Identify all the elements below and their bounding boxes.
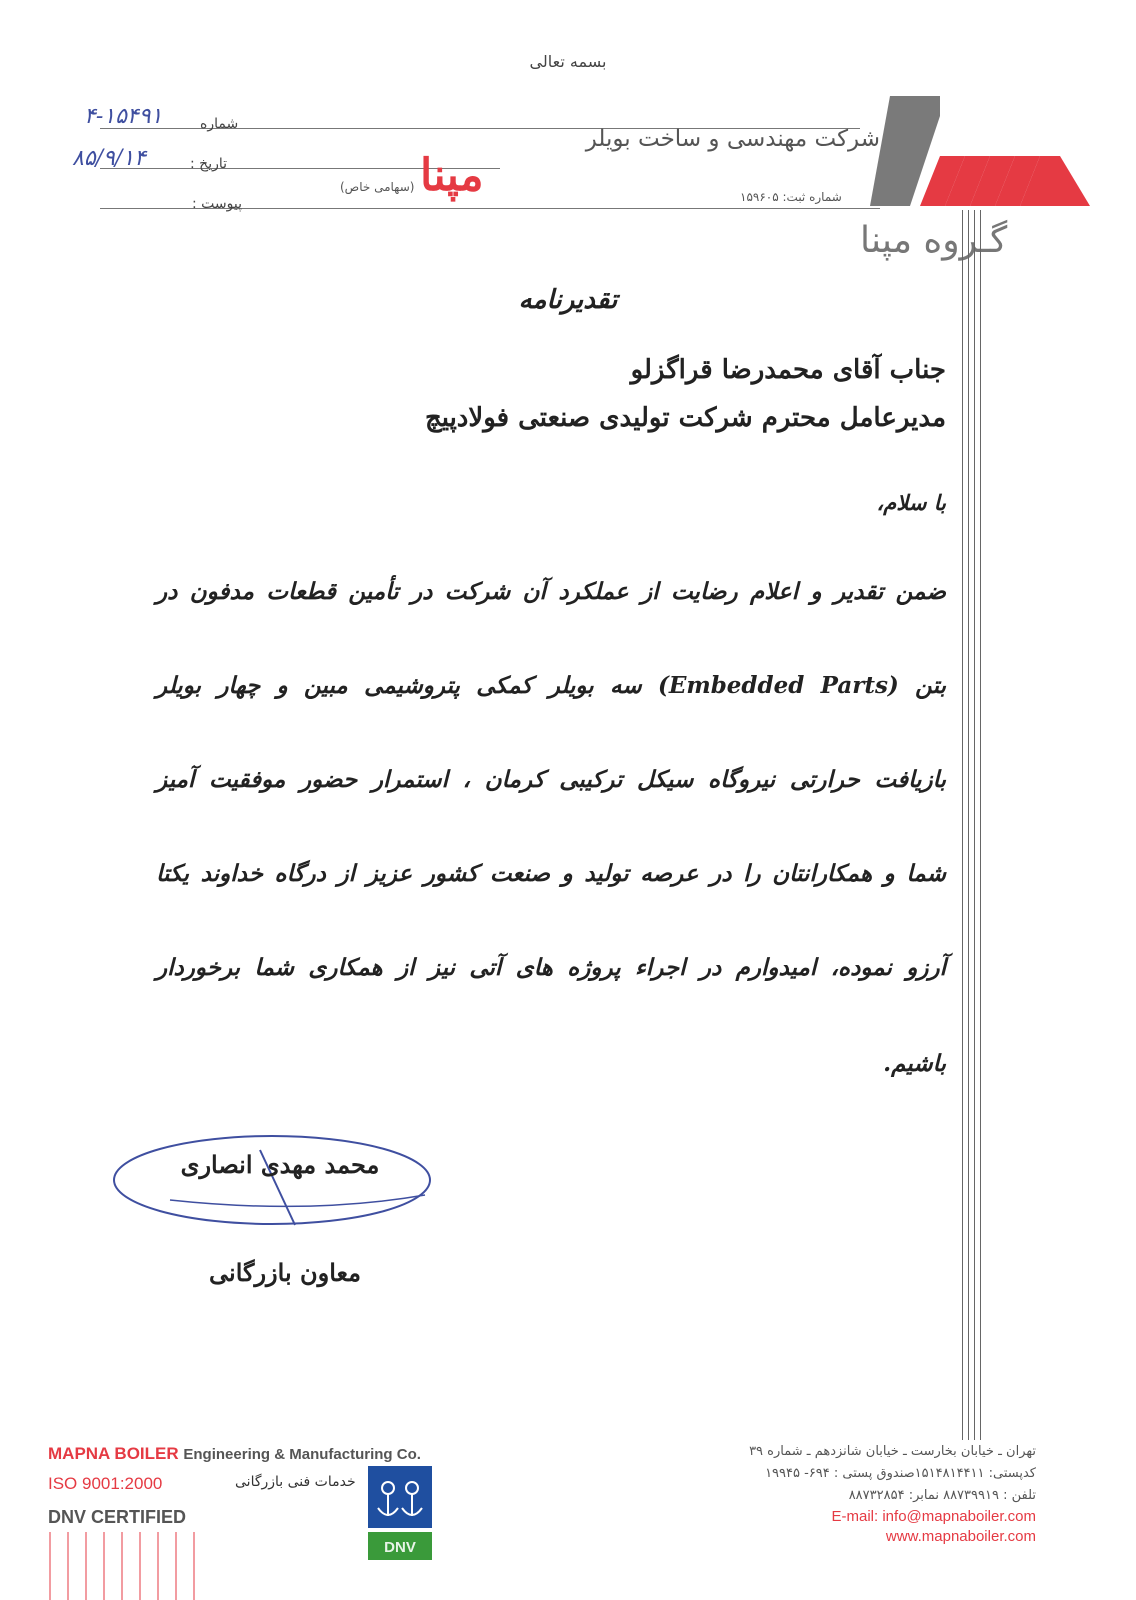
date-label: تاریخ : [190, 156, 228, 172]
brand-word: مپنا [420, 150, 484, 201]
signatory-title: معاون بازرگانی [209, 1258, 361, 1287]
mapna-logo-icon [870, 96, 1090, 216]
signature-scribble-icon [110, 1130, 440, 1230]
body-line-6: باشیم. [883, 1050, 946, 1077]
company-name: شرکت مهندسی و ساخت بویلر [585, 126, 880, 152]
registration-number: شماره ثبت: ۱۵۹۶۰۵ [740, 190, 842, 204]
body-line-4: شما و همکارانتان را در عرصه تولید و صنعت کشور عزیز از درگاه خداوند یکتا [156, 860, 946, 887]
footer-stripes [48, 1532, 198, 1600]
greeting: با سلام، [876, 490, 946, 515]
footer-email-link[interactable]: E-mail: info@mapnaboiler.com [831, 1508, 1036, 1525]
footer-company-suffix: Engineering & Manufacturing Co. [183, 1446, 421, 1463]
company-type: (سهامی خاص) [340, 180, 415, 194]
footer-address: تهران ـ خیابان بخارست ـ خیابان شانزدهم ـ شماره ۳۹ [749, 1444, 1036, 1459]
letter-title: تقدیرنامه [518, 285, 618, 315]
footer-company-name [48, 1444, 421, 1464]
signatory-name: محمد مهدی انصاری [180, 1150, 380, 1179]
recipient-position: مدیرعامل محترم شرکت تولیدی صنعتی فولادپیچ [424, 403, 946, 433]
number-value: ۴-۱۵۴۹۱ [84, 104, 163, 129]
group-name: گـروه مپنا [860, 220, 1008, 261]
body-line-3: بازیافت حرارتی نیروگاه سیکل ترکیبی کرمان ، استمرار حضور موفقیت آمیز [156, 766, 946, 793]
side-rule-3 [974, 210, 975, 1440]
body-line-2: بتن (Embedded Parts) سه بویلر کمکی پتروشیمی مبین و چهار بویلر [156, 672, 946, 699]
svg-text:DNV: DNV [384, 1539, 416, 1556]
footer-dnv-certified: DNV CERTIFIED [48, 1507, 187, 1527]
recipient-name: جناب آقای محمدرضا قراگزلو [630, 355, 946, 385]
number-label: شماره [200, 116, 239, 132]
footer-iso: ISO 9001:2000 [48, 1474, 163, 1493]
invocation-text: بسمه تعالی [529, 52, 607, 71]
date-value: ۸۵/۹/۱۴ [72, 146, 146, 171]
side-rule-1 [962, 210, 963, 1440]
body-line-5: آرزو نموده، امیدوارم در اجراء پروژه های آتی نیز از همکاری شما برخوردار [156, 954, 946, 981]
footer-postal: کدپستی: ۱۵۱۴۸۱۴۴۱۱صندوق پستی : ۶۹۴- ۱۹۹۴۵ [765, 1466, 1036, 1481]
side-rule-2 [968, 210, 969, 1440]
attachment-label: پیوست : [192, 196, 242, 212]
footer-website-link[interactable]: www.mapnaboiler.com [885, 1528, 1036, 1545]
footer-phone: تلفن : ۸۸۷۳۹۹۱۹ نمابر: ۸۸۷۳۲۸۵۴ [848, 1488, 1036, 1503]
footer-services: خدمات فنی بازرگانی [235, 1474, 356, 1490]
side-rule-4 [980, 210, 981, 1440]
dnv-logo-icon [368, 1466, 432, 1560]
footer-company-brand: MAPNA BOILER [48, 1444, 179, 1463]
body-line-1: ضمن تقدیر و اعلام رضایت از عملکرد آن شرکت در تأمین قطعات مدفون در [156, 578, 946, 605]
